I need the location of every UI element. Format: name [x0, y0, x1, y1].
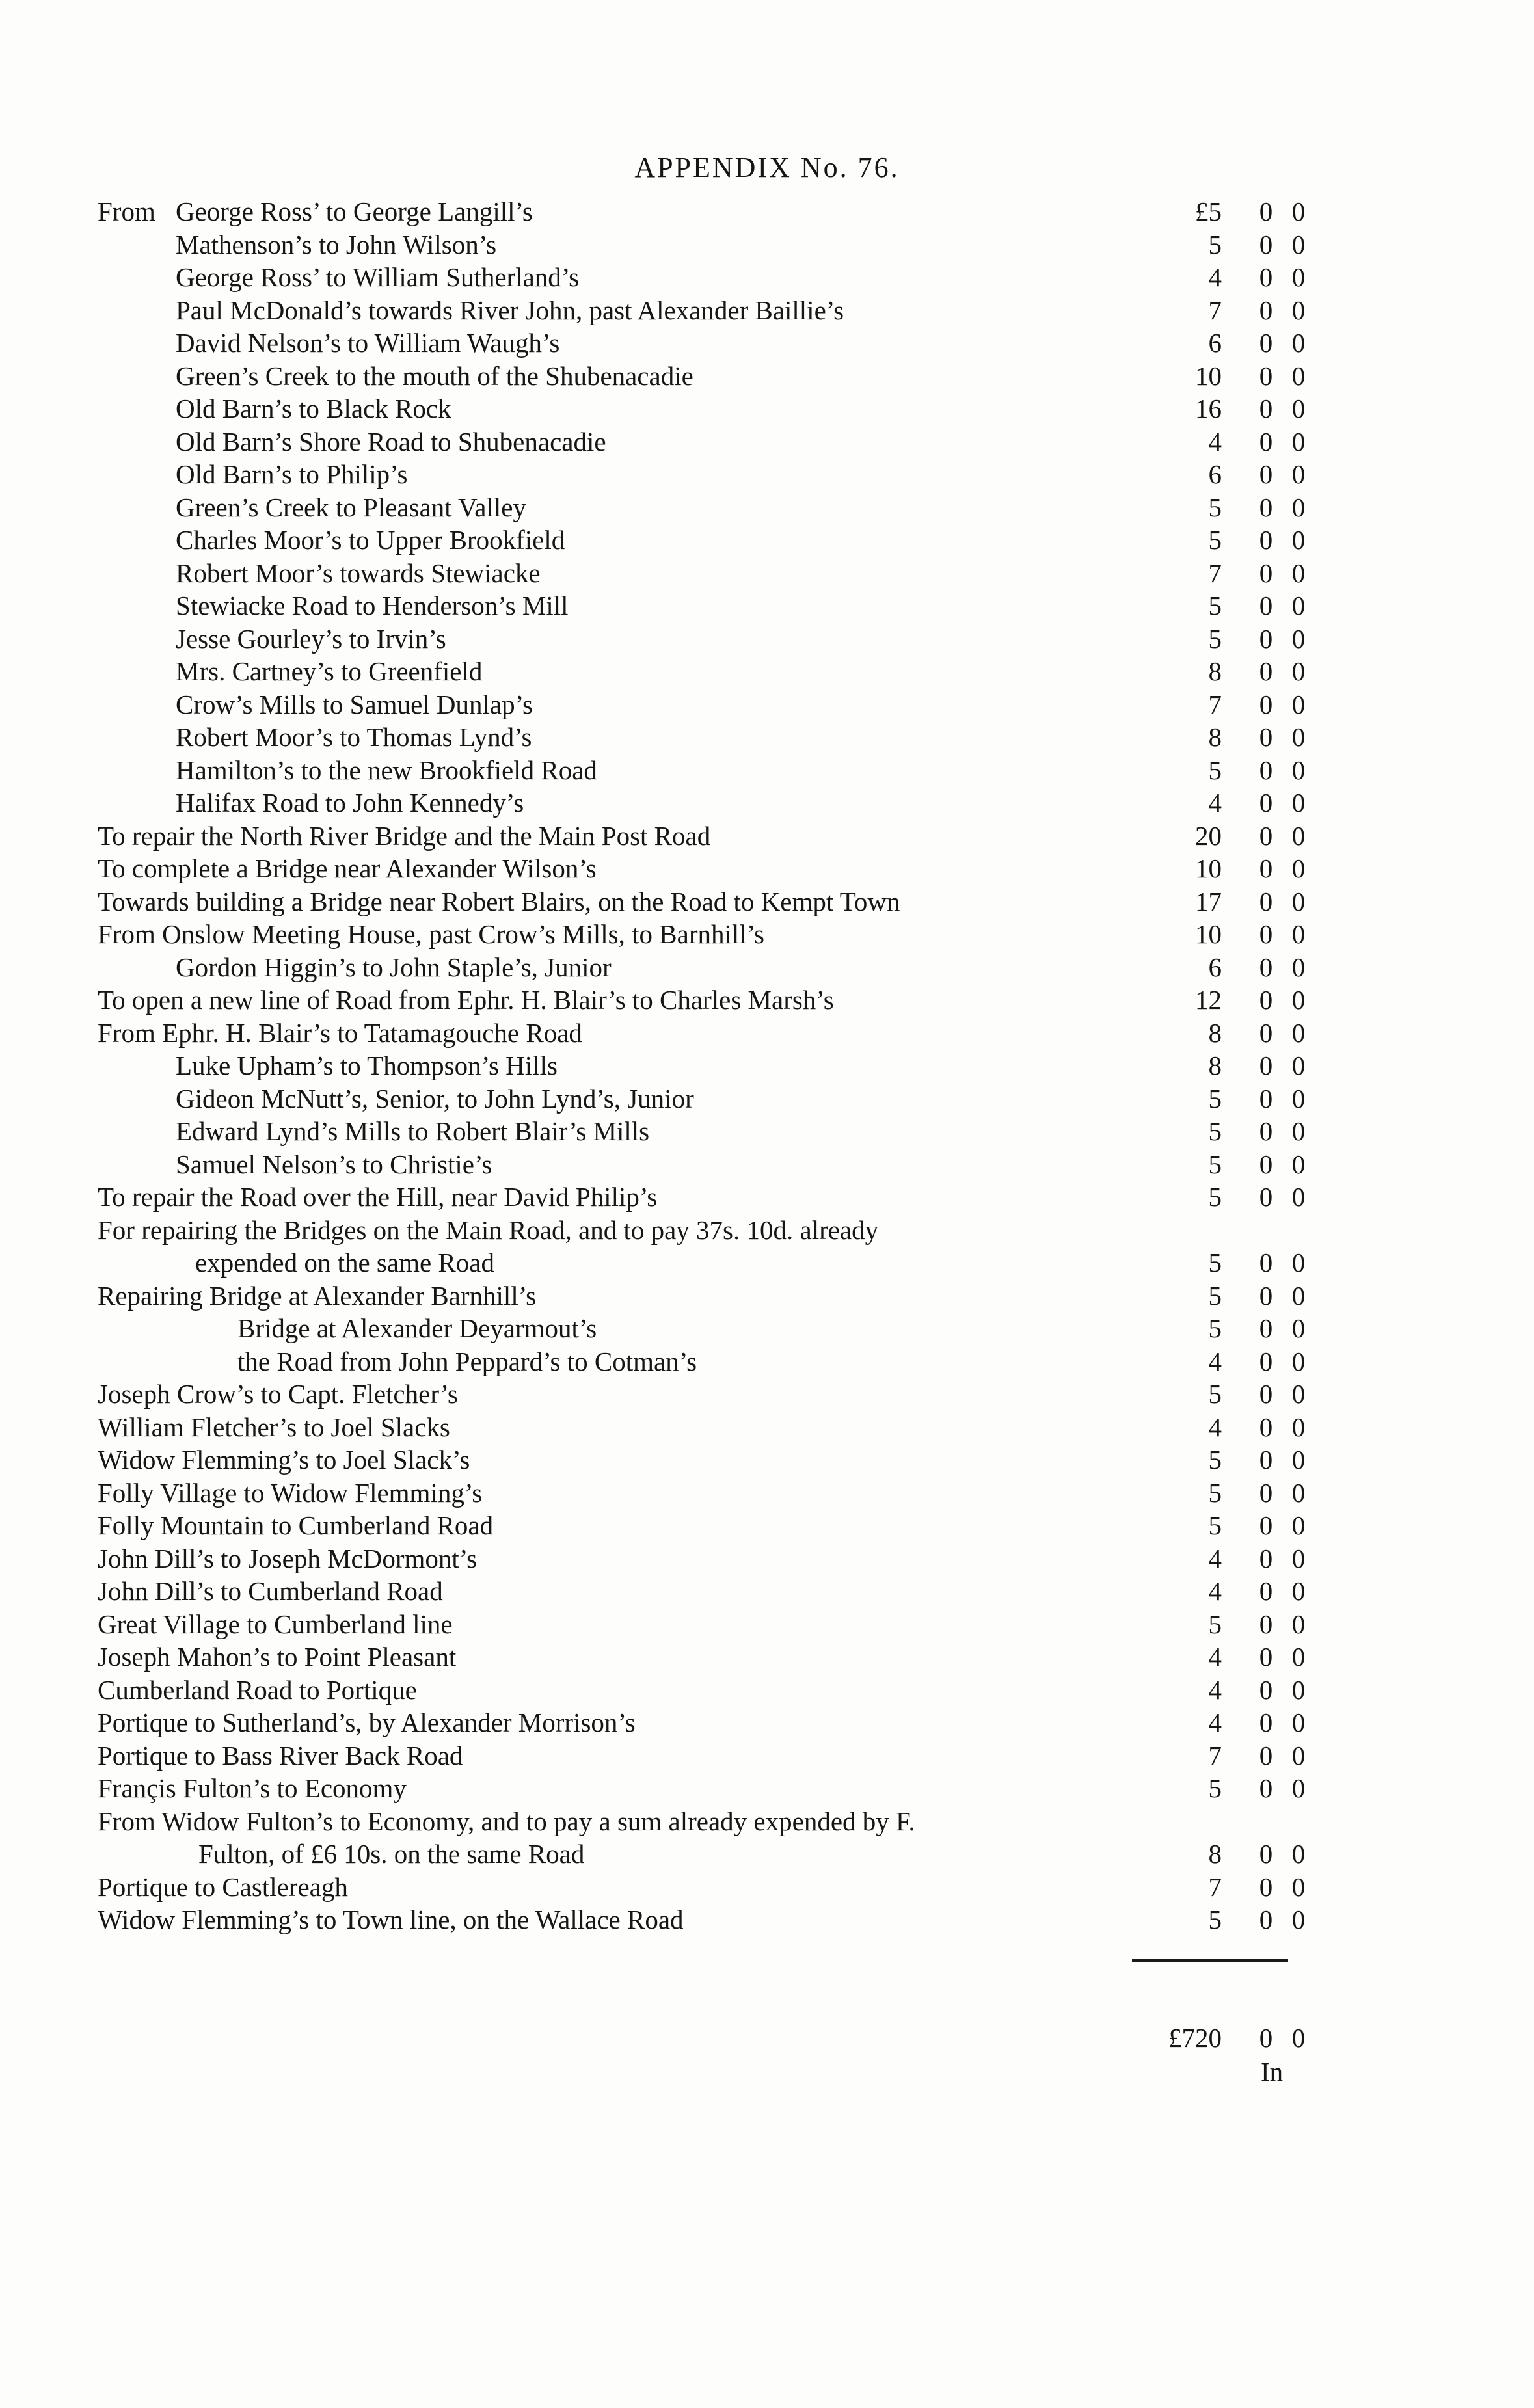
row-shillings: 0 — [1259, 623, 1273, 654]
row-description: Folly Village to Widow Flemming’s — [98, 1477, 483, 1508]
row-description: Fulton, of £6 10s. on the same Road — [198, 1839, 585, 1869]
row-shillings: 0 — [1259, 853, 1273, 883]
row-shillings: 0 — [1259, 1411, 1273, 1442]
total-shillings: 0 — [1259, 2023, 1273, 2053]
row-pounds: 8 — [1208, 722, 1222, 752]
row-description: Portique to Sutherland’s, by Alexander Morrison’s — [98, 1707, 636, 1737]
row-description: Towards building a Bridge near Robert Blairs, on the Road to Kempt Town — [98, 886, 900, 916]
ledger-row — [98, 458, 1306, 491]
ledger-row — [98, 589, 1306, 622]
row-shillings: 0 — [1259, 1017, 1273, 1048]
row-pence: 0 — [1291, 1905, 1306, 1934]
row-pounds: 5 — [1208, 1280, 1222, 1311]
ledger-row — [98, 1246, 1306, 1279]
ledger-row — [98, 491, 1306, 524]
row-shillings: 0 — [1259, 1773, 1273, 1803]
row-description: Stewiacke Road to Henderson’s Mill — [176, 591, 569, 621]
row-pence: 0 — [1291, 262, 1306, 292]
row-pounds: 6 — [1208, 952, 1222, 982]
ledger-row — [98, 1214, 1301, 1247]
row-shillings: 0 — [1259, 1642, 1273, 1672]
row-pence: 0 — [1291, 1248, 1306, 1278]
row-pounds: 5 — [1208, 525, 1222, 555]
row-pence: 0 — [1291, 722, 1306, 752]
row-pence: 0 — [1291, 1379, 1306, 1409]
total-pounds: £720 — [1168, 2023, 1222, 2053]
row-shillings: 0 — [1259, 1445, 1273, 1475]
row-pounds: 10 — [1195, 853, 1222, 883]
row-pounds: 5 — [1208, 1379, 1222, 1409]
ledger-row — [98, 951, 1306, 984]
row-shillings: 0 — [1259, 557, 1273, 588]
row-shillings: 0 — [1259, 1609, 1273, 1639]
row-description: Repairing Bridge at Alexander Barnhill’s — [98, 1280, 537, 1311]
row-pence: 0 — [1291, 525, 1306, 555]
ledger-row — [98, 1312, 1306, 1345]
row-pounds: 6 — [1208, 459, 1222, 489]
ledger-row — [98, 1017, 1306, 1050]
ledger-row — [98, 820, 1306, 853]
row-pence: 0 — [1291, 1083, 1306, 1114]
row-description: Widow Flemming’s to Town line, on the Wallace Road — [98, 1905, 684, 1934]
row-shillings: 0 — [1259, 229, 1273, 260]
ledger-row — [98, 557, 1306, 590]
ledger-row — [98, 1805, 1301, 1838]
row-shillings: 0 — [1259, 360, 1273, 391]
row-lead-word: From — [98, 196, 155, 226]
row-pence: 0 — [1291, 985, 1306, 1015]
row-shillings: 0 — [1259, 1379, 1273, 1409]
row-pence: 0 — [1291, 591, 1306, 621]
ledger-row — [98, 524, 1306, 557]
row-pence: 0 — [1291, 1182, 1306, 1212]
row-pence: 0 — [1291, 1642, 1306, 1672]
row-shillings: 0 — [1259, 1576, 1273, 1606]
row-pounds: 5 — [1208, 1510, 1222, 1540]
row-shillings: 0 — [1259, 262, 1273, 292]
row-pence: 0 — [1291, 1313, 1306, 1343]
row-pence: 0 — [1291, 229, 1306, 260]
row-pence: 0 — [1291, 1017, 1306, 1048]
row-description: Françis Fulton’s to Economy — [98, 1773, 407, 1803]
row-pounds: 8 — [1208, 1017, 1222, 1048]
row-pence: 0 — [1291, 1050, 1306, 1080]
row-shillings: 0 — [1259, 919, 1273, 949]
row-pounds: 5 — [1208, 1477, 1222, 1508]
row-description: Gideon McNutt’s, Senior, to John Lynd’s, Junior — [176, 1083, 694, 1114]
row-pence: 0 — [1291, 1346, 1306, 1376]
row-description: Charles Moor’s to Upper Brookfield — [176, 525, 565, 555]
row-pence: 0 — [1291, 394, 1306, 423]
ledger-row — [98, 261, 1306, 294]
row-pence: 0 — [1291, 557, 1306, 588]
ledger-row — [98, 786, 1306, 820]
row-pounds: 4 — [1208, 1642, 1222, 1672]
ledger-row — [98, 425, 1306, 459]
row-shillings: 0 — [1259, 394, 1273, 423]
row-description: expended on the same Road — [195, 1248, 494, 1278]
ledger-row — [98, 228, 1306, 261]
row-description: To complete a Bridge near Alexander Wilson’s — [98, 853, 597, 883]
ledger-row — [98, 360, 1306, 393]
row-description: Widow Flemming’s to Joel Slack’s — [98, 1445, 470, 1475]
row-pence: 0 — [1291, 1740, 1306, 1771]
row-pence: 0 — [1291, 1674, 1306, 1705]
row-pounds: 5 — [1208, 1182, 1222, 1212]
row-description: Cumberland Road to Portique — [98, 1674, 417, 1705]
row-pounds: 4 — [1208, 1411, 1222, 1442]
row-pence: 0 — [1291, 1477, 1306, 1508]
ledger-row — [98, 1115, 1306, 1148]
row-pence: 0 — [1291, 328, 1306, 358]
ledger-row — [98, 1903, 1306, 1936]
row-shillings: 0 — [1259, 755, 1273, 785]
row-shillings: 0 — [1259, 295, 1273, 325]
ledger-row — [98, 1739, 1306, 1773]
row-description: Edward Lynd’s Mills to Robert Blair’s Mills — [176, 1116, 650, 1146]
ledger-row — [98, 1575, 1306, 1608]
ledger-row — [98, 852, 1306, 885]
row-shillings: 0 — [1259, 1510, 1273, 1540]
row-description: Bridge at Alexander Deyarmout’s — [237, 1313, 597, 1343]
row-description: Folly Mountain to Cumberland Road — [98, 1510, 494, 1540]
ledger-row — [98, 1640, 1306, 1674]
row-shillings: 0 — [1259, 1346, 1273, 1376]
total-rule — [1132, 1959, 1288, 1962]
row-shillings: 0 — [1259, 525, 1273, 555]
ledger-row — [98, 622, 1306, 656]
row-shillings: 0 — [1259, 952, 1273, 982]
row-description: Robert Moor’s to Thomas Lynd’s — [176, 722, 532, 752]
row-pounds: 8 — [1208, 1839, 1222, 1869]
row-description: David Nelson’s to William Waugh’s — [176, 328, 560, 358]
row-pence: 0 — [1291, 492, 1306, 522]
row-shillings: 0 — [1259, 820, 1273, 851]
ledger-row — [98, 1049, 1306, 1082]
row-pounds: 4 — [1208, 426, 1222, 457]
row-pounds: 4 — [1208, 1707, 1222, 1737]
row-pounds: 4 — [1208, 1346, 1222, 1376]
row-pence: 0 — [1291, 459, 1306, 489]
ledger-row — [98, 1772, 1306, 1805]
row-pounds: 20 — [1195, 820, 1222, 851]
row-shillings: 0 — [1259, 788, 1273, 818]
row-description: Old Barn’s to Philip’s — [176, 459, 408, 489]
row-pounds: 5 — [1208, 1609, 1222, 1639]
row-pence: 0 — [1291, 623, 1306, 654]
row-pence: 0 — [1291, 853, 1306, 883]
ledger-row — [98, 655, 1306, 688]
row-shillings: 0 — [1259, 1839, 1273, 1869]
row-pence: 0 — [1291, 295, 1306, 325]
row-pence: 0 — [1291, 1773, 1306, 1803]
row-pounds: 5 — [1208, 1313, 1222, 1343]
row-shillings: 0 — [1259, 492, 1273, 522]
row-pounds: 5 — [1208, 1083, 1222, 1114]
row-shillings: 0 — [1259, 328, 1273, 358]
row-pounds: 8 — [1208, 1050, 1222, 1080]
row-description: Robert Moor’s towards Stewiacke — [176, 557, 541, 588]
row-shillings: 0 — [1259, 459, 1273, 489]
row-pounds: 4 — [1208, 788, 1222, 818]
row-description: Green’s Creek to the mouth of the Shubenacadie — [176, 360, 693, 391]
row-description: Portique to Castlereagh — [98, 1871, 348, 1902]
row-description: Paul McDonald’s towards River John, past Alexander Baillie’s — [176, 295, 844, 325]
row-pence: 0 — [1291, 360, 1306, 391]
row-shillings: 0 — [1259, 1740, 1273, 1771]
row-description: Hamilton’s to the new Brookfield Road — [176, 755, 597, 785]
row-pounds: 5 — [1208, 623, 1222, 654]
ledger-row — [98, 1674, 1306, 1707]
row-description: George Ross’ to William Sutherland’s — [176, 262, 580, 292]
row-description: Halifax Road to John Kennedy’s — [176, 788, 524, 818]
row-pounds: 10 — [1195, 360, 1222, 391]
row-description: Gordon Higgin’s to John Staple’s, Junior — [176, 952, 612, 982]
total-pence: 0 — [1291, 2023, 1306, 2053]
row-shillings: 0 — [1259, 1543, 1273, 1573]
catchword: In — [1261, 2057, 1284, 2087]
row-pence: 0 — [1291, 952, 1306, 982]
row-description: Samuel Nelson’s to Christie’s — [176, 1149, 492, 1179]
row-description: Green’s Creek to Pleasant Valley — [176, 492, 526, 522]
ledger-row — [98, 1378, 1306, 1411]
row-pence: 0 — [1291, 1543, 1306, 1573]
row-shillings: 0 — [1259, 1083, 1273, 1114]
row-pounds: 5 — [1208, 1116, 1222, 1146]
ledger-row — [98, 392, 1306, 425]
row-pounds: 8 — [1208, 656, 1222, 686]
ledger-row — [98, 1181, 1306, 1214]
ledger-row — [98, 885, 1306, 918]
ledger-row — [98, 327, 1306, 360]
row-pounds: 7 — [1208, 689, 1222, 719]
ledger-row — [98, 918, 1306, 951]
row-pence: 0 — [1291, 1609, 1306, 1639]
row-pence: 0 — [1291, 820, 1306, 851]
row-pounds: £5 — [1195, 196, 1222, 226]
row-shillings: 0 — [1259, 1905, 1273, 1934]
row-shillings: 0 — [1259, 1313, 1273, 1343]
row-pence: 0 — [1291, 1839, 1306, 1869]
row-description: Great Village to Cumberland line — [98, 1609, 453, 1639]
ledger-row — [98, 1148, 1306, 1181]
row-pounds: 5 — [1208, 1149, 1222, 1179]
row-pounds: 7 — [1208, 295, 1222, 325]
row-description: William Fletcher’s to Joel Slacks — [98, 1411, 450, 1442]
ledger-row — [98, 1608, 1306, 1641]
row-shillings: 0 — [1259, 1182, 1273, 1212]
row-pence: 0 — [1291, 196, 1306, 226]
row-description: Jesse Gourley’s to Irvin’s — [176, 623, 446, 654]
ledger-row — [98, 1509, 1306, 1542]
page-title: APPENDIX No. 76. — [634, 152, 900, 183]
row-pence: 0 — [1291, 426, 1306, 457]
row-pounds: 4 — [1208, 1543, 1222, 1573]
row-description: Mathenson’s to John Wilson’s — [176, 229, 497, 260]
row-description: Crow’s Mills to Samuel Dunlap’s — [176, 689, 533, 719]
row-pounds: 7 — [1208, 1740, 1222, 1771]
row-pence: 0 — [1291, 1116, 1306, 1146]
total-row — [98, 2022, 1306, 2054]
row-pence: 0 — [1291, 755, 1306, 785]
row-pounds: 5 — [1208, 229, 1222, 260]
row-pounds: 5 — [1208, 1248, 1222, 1278]
row-shillings: 0 — [1259, 1248, 1273, 1278]
row-pence: 0 — [1291, 1576, 1306, 1606]
row-shillings: 0 — [1259, 1116, 1273, 1146]
row-shillings: 0 — [1259, 591, 1273, 621]
row-shillings: 0 — [1259, 656, 1273, 686]
ledger-row — [98, 1082, 1306, 1116]
ledger-row — [98, 754, 1306, 787]
row-shillings: 0 — [1259, 1871, 1273, 1902]
row-description: From Ephr. H. Blair’s to Tatamagouche Road — [98, 1017, 582, 1048]
row-pounds: 4 — [1208, 1576, 1222, 1606]
row-pence: 0 — [1291, 886, 1306, 916]
ledger-row — [98, 1838, 1306, 1871]
row-description: From Onslow Meeting House, past Crow’s Mills, to Barnhill’s — [98, 919, 764, 949]
row-description: the Road from John Peppard’s to Cotman’s — [237, 1346, 697, 1376]
row-description: To repair the North River Bridge and the Main Post Road — [98, 820, 711, 851]
row-shillings: 0 — [1259, 985, 1273, 1015]
row-pence: 0 — [1291, 919, 1306, 949]
row-pounds: 5 — [1208, 1905, 1222, 1934]
ledger-row — [98, 1706, 1306, 1739]
row-shillings: 0 — [1259, 1050, 1273, 1080]
row-pounds: 17 — [1195, 886, 1222, 916]
ledger-row — [98, 1411, 1306, 1444]
row-shillings: 0 — [1259, 886, 1273, 916]
row-shillings: 0 — [1259, 1707, 1273, 1737]
ledger-row — [98, 1477, 1306, 1510]
ledger-row — [98, 688, 1306, 721]
row-pence: 0 — [1291, 689, 1306, 719]
row-pounds: 5 — [1208, 755, 1222, 785]
row-pounds: 5 — [1208, 591, 1222, 621]
row-shillings: 0 — [1259, 1280, 1273, 1311]
row-description: George Ross’ to George Langill’s — [176, 196, 533, 226]
row-pence: 0 — [1291, 788, 1306, 818]
row-description: John Dill’s to Joseph McDormont’s — [98, 1543, 478, 1573]
row-description: Joseph Crow’s to Capt. Fletcher’s — [98, 1379, 458, 1409]
row-description: Luke Upham’s to Thompson’s Hills — [176, 1050, 558, 1080]
ledger-row — [98, 1279, 1306, 1313]
ledger-row — [98, 1443, 1306, 1477]
ledger-row — [98, 1345, 1306, 1378]
row-description: To open a new line of Road from Ephr. H. Blair’s to Charles Marsh’s — [98, 985, 834, 1015]
row-description: Old Barn’s Shore Road to Shubenacadie — [176, 426, 606, 457]
row-shillings: 0 — [1259, 196, 1273, 226]
row-pounds: 5 — [1208, 1445, 1222, 1475]
row-shillings: 0 — [1259, 1477, 1273, 1508]
row-pounds: 16 — [1195, 394, 1222, 423]
ledger-row — [98, 983, 1306, 1017]
row-pounds: 10 — [1195, 919, 1222, 949]
ledger-row — [98, 195, 1306, 228]
row-pence: 0 — [1291, 1707, 1306, 1737]
row-shillings: 0 — [1259, 426, 1273, 457]
ledger-row — [98, 294, 1306, 327]
ledger-row — [98, 1871, 1306, 1904]
row-pence: 0 — [1291, 656, 1306, 686]
row-description: From Widow Fulton’s to Economy, and to pay a sum already expended by F. — [98, 1806, 915, 1836]
row-shillings: 0 — [1259, 722, 1273, 752]
row-pounds: 7 — [1208, 557, 1222, 588]
row-pounds: 5 — [1208, 1773, 1222, 1803]
row-pounds: 4 — [1208, 1674, 1222, 1705]
row-description: Portique to Bass River Back Road — [98, 1740, 463, 1771]
row-pence: 0 — [1291, 1510, 1306, 1540]
row-pounds: 5 — [1208, 492, 1222, 522]
row-pence: 0 — [1291, 1445, 1306, 1475]
row-description: Old Barn’s to Black Rock — [176, 394, 451, 423]
ledger-row — [98, 1542, 1306, 1575]
row-description: To repair the Road over the Hill, near David Philip’s — [98, 1182, 658, 1212]
row-pence: 0 — [1291, 1411, 1306, 1442]
expenditure-ledger — [98, 195, 1306, 1936]
row-description: Mrs. Cartney’s to Greenfield — [176, 656, 483, 686]
row-shillings: 0 — [1259, 1674, 1273, 1705]
row-description: John Dill’s to Cumberland Road — [98, 1576, 443, 1606]
row-pounds: 12 — [1195, 985, 1222, 1015]
row-pounds: 4 — [1208, 262, 1222, 292]
row-pence: 0 — [1291, 1280, 1306, 1311]
row-description: Joseph Mahon’s to Point Pleasant — [98, 1642, 457, 1672]
row-pence: 0 — [1291, 1149, 1306, 1179]
row-pence: 0 — [1291, 1871, 1306, 1902]
row-shillings: 0 — [1259, 689, 1273, 719]
row-description: For repairing the Bridges on the Main Road, and to pay 37s. 10d. already — [98, 1214, 879, 1245]
row-shillings: 0 — [1259, 1149, 1273, 1179]
row-pounds: 7 — [1208, 1871, 1222, 1902]
ledger-row — [98, 721, 1306, 754]
row-pounds: 6 — [1208, 328, 1222, 358]
